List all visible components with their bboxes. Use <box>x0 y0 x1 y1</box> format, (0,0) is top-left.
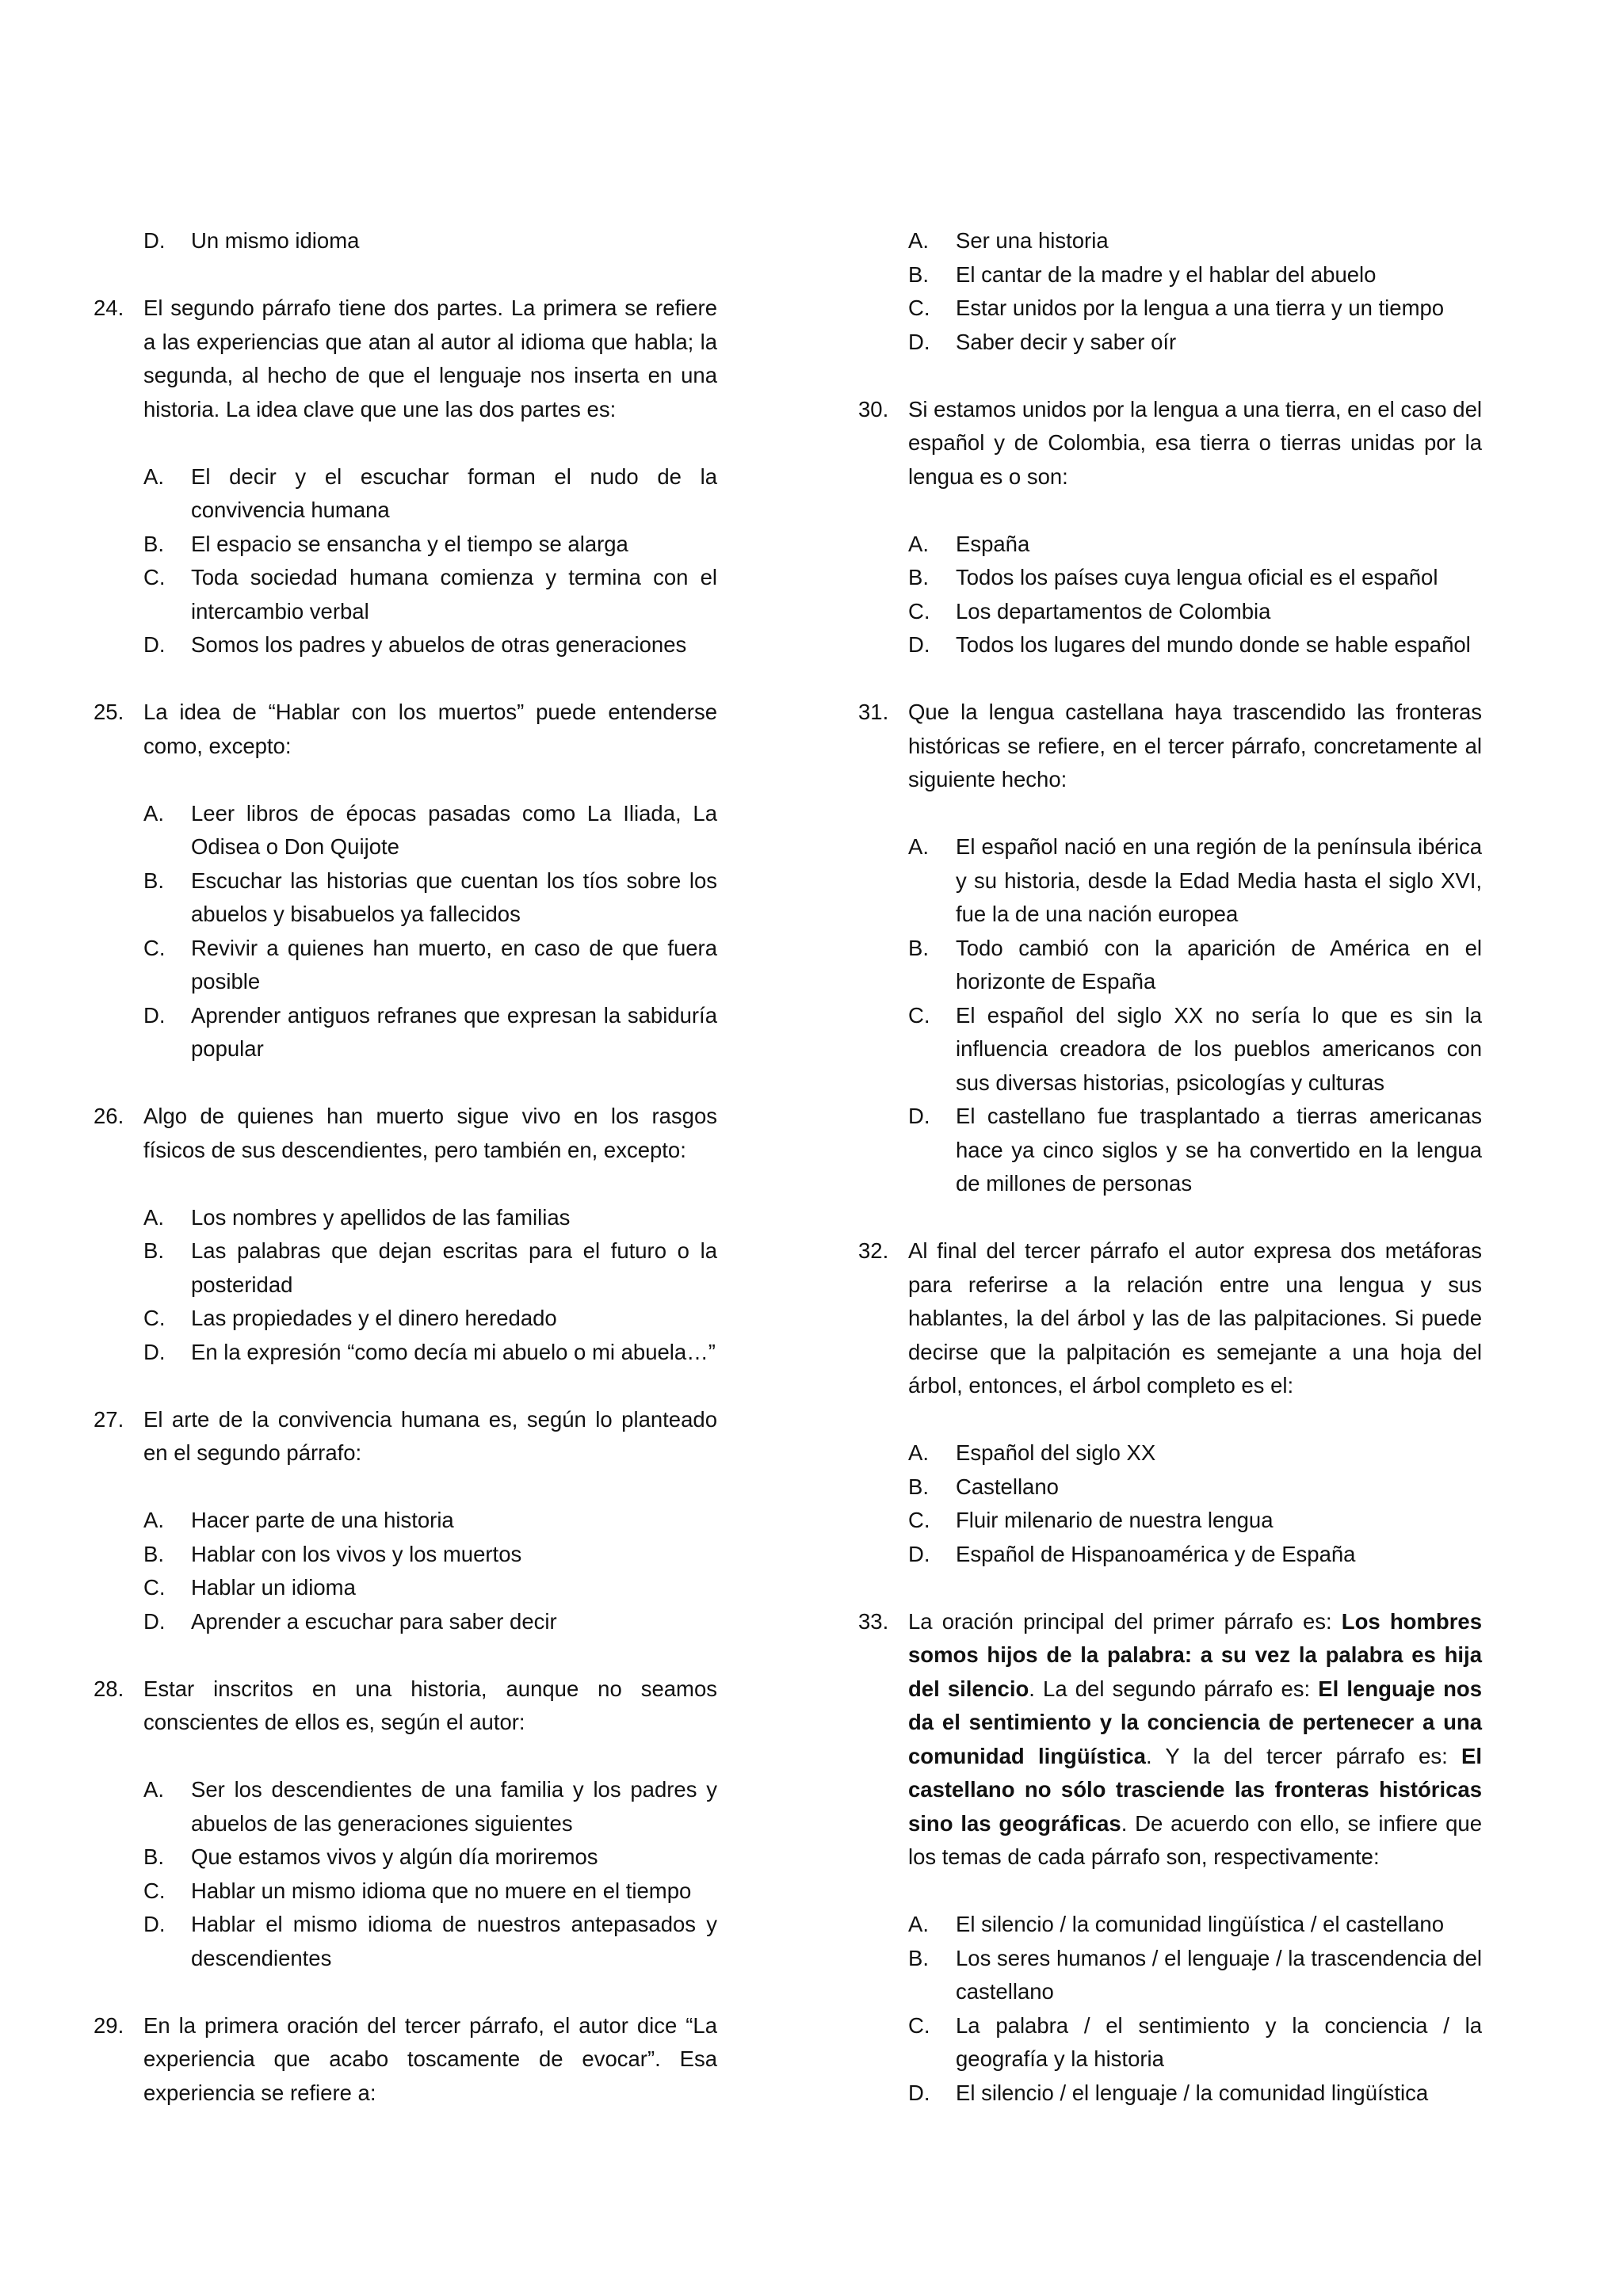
option-letter: D. <box>908 632 930 657</box>
option-text: Saber decir y saber oír <box>956 329 1177 354</box>
option-letter: C. <box>143 1306 166 1330</box>
answer-option <box>94 999 717 1066</box>
left-column <box>94 224 717 2144</box>
question-text: En la primera oración del tercer párrafo, el autor dice “La experiencia que acabo toscamente de evocar”. Esa experiencia se refiere a: <box>143 2012 717 2105</box>
option-text: Hablar con los vivos y los muertos <box>191 1541 522 1566</box>
option-letter: D. <box>908 1104 930 1128</box>
answer-option <box>858 258 1482 292</box>
option-text: Hablar un mismo idioma que no muere en el tiempo <box>191 1878 692 1903</box>
option-letter: C. <box>143 1878 166 1903</box>
answer-option <box>94 1571 717 1605</box>
option-text: El castellano fue trasplantado a tierras americanas hace ya cinco siglos y se ha convertido en la lengua de millones de personas <box>956 1104 1482 1196</box>
question-text: Algo de quienes han muerto sigue vivo en los rasgos físicos de sus descendientes, pero también en, excepto: <box>143 1104 717 1162</box>
option-letter: C. <box>908 2012 930 2038</box>
option-list <box>858 1908 1482 2110</box>
question-number: 25. <box>94 700 124 724</box>
option-list <box>94 460 717 662</box>
option-letter: B. <box>908 565 929 589</box>
answer-option <box>94 1908 717 1975</box>
option-list <box>858 830 1482 1201</box>
option-letter: B. <box>143 1541 164 1566</box>
option-letter: B. <box>908 935 929 960</box>
option-text: El silencio / la comunidad lingüística / el castellano <box>956 1912 1445 1936</box>
question-number: 30. <box>858 396 889 421</box>
question-number: 31. <box>858 700 889 724</box>
question-text: El arte de la convivencia humana es, según lo planteado en el segundo párrafo: <box>143 1406 717 1465</box>
option-letter: B. <box>143 531 164 556</box>
option-text: Hacer parte de una historia <box>191 1508 454 1532</box>
answer-option <box>858 224 1482 258</box>
question-text-part: . La del segundo párrafo es: <box>1029 1676 1319 1701</box>
answer-option <box>858 1470 1482 1505</box>
answer-option <box>858 595 1482 629</box>
option-list <box>858 1436 1482 1571</box>
option-letter: D. <box>143 1912 166 1936</box>
option-text: Estar unidos por la lengua a una tierra y un tiempo <box>956 296 1445 320</box>
question-number: 29. <box>94 2012 124 2038</box>
question-block <box>858 1234 1482 1571</box>
option-text: Las palabras que dejan escritas para el futuro o la posteridad <box>191 1238 717 1297</box>
option-list <box>94 1504 717 1638</box>
option-letter: C. <box>908 1508 930 1532</box>
option-letter: D. <box>143 1339 166 1364</box>
answer-option <box>858 830 1482 932</box>
option-letter: D. <box>908 329 930 354</box>
answer-option <box>94 1302 717 1336</box>
option-letter: D. <box>143 228 166 253</box>
option-list <box>94 1773 717 1975</box>
option-text: Español del siglo XX <box>956 1440 1156 1465</box>
option-text: Español de Hispanoamérica y de España <box>956 1541 1356 1566</box>
option-letter: A. <box>143 800 164 826</box>
question-text: Si estamos unidos por la lengua a una tierra, en el caso del español y de Colombia, esa tierra o tierras unidas por la lengua es o son: <box>908 396 1482 489</box>
option-letter: D. <box>143 1608 166 1634</box>
option-text: El cantar de la madre y el hablar del abuelo <box>956 261 1377 287</box>
answer-option <box>94 224 717 258</box>
question-text: Que la lengua castellana haya trascendido las fronteras históricas se refiere, en el tercer párrafo, concretamente al siguiente hecho: <box>908 700 1482 791</box>
answer-option <box>858 1100 1482 1201</box>
option-letter: A. <box>143 1204 164 1230</box>
question-stem <box>94 1100 717 1167</box>
question-stem <box>94 1403 717 1470</box>
option-text: La palabra / el sentimiento y la conciencia / la geografía y la historia <box>956 2012 1482 2071</box>
answer-option <box>94 1336 717 1370</box>
option-list <box>858 224 1482 359</box>
option-text: Las propiedades y el dinero heredado <box>191 1306 557 1330</box>
answer-option <box>858 999 1482 1100</box>
option-list <box>858 528 1482 662</box>
option-text: Los departamentos de Colombia <box>956 598 1271 624</box>
option-text: Los nombres y apellidos de las familias <box>191 1204 571 1230</box>
option-letter: A. <box>908 834 929 859</box>
option-letter: D. <box>908 2080 930 2105</box>
question-number: 27. <box>94 1406 124 1432</box>
option-text: En la expresión “como decía mi abuelo o mi abuela…” <box>191 1339 716 1364</box>
question-block <box>94 1403 717 1639</box>
answer-option <box>94 797 717 864</box>
option-text: Hablar un idioma <box>191 1575 356 1600</box>
question-text: Estar inscritos en una historia, aunque no seamos conscientes de ellos es, según el autor: <box>143 1676 717 1734</box>
option-letter: D. <box>143 1002 166 1028</box>
answer-option <box>858 292 1482 326</box>
option-list <box>94 797 717 1066</box>
question-block <box>94 292 717 662</box>
option-letter: C. <box>143 1575 166 1600</box>
question-text <box>908 1605 1482 1875</box>
question-number: 24. <box>94 296 124 320</box>
question-stem <box>858 393 1482 494</box>
question-text-part: . Y la del tercer párrafo es: <box>1145 1743 1462 1768</box>
option-text: Que estamos vivos y algún día moriremos <box>191 1844 598 1869</box>
option-text: Fluir milenario de nuestra lengua <box>956 1508 1274 1532</box>
question-stem <box>94 292 717 426</box>
question-block <box>858 1605 1482 2111</box>
option-text: Aprender antiguos refranes que expresan la sabiduría popular <box>191 1002 717 1061</box>
answer-option <box>94 561 717 628</box>
question-number: 26. <box>94 1104 124 1128</box>
question-text-part: La oración principal del primer párrafo es: <box>908 1608 1342 1634</box>
option-text: Ser los descendientes de una familia y los padres y abuelos de las generaciones siguientes <box>191 1777 717 1836</box>
option-text: Leer libros de épocas pasadas como La Iliada, La Odisea o Don Quijote <box>191 800 717 859</box>
option-text: Castellano <box>956 1474 1059 1499</box>
option-letter: A. <box>143 1777 164 1802</box>
question-stem <box>858 696 1482 797</box>
answer-option <box>94 1840 717 1875</box>
option-letter: B. <box>143 868 164 893</box>
continued-options <box>858 224 1482 359</box>
question-text: Al final del tercer párrafo el autor expresa dos metáforas para referirse a la relación entre una lengua y sus hablantes, la del árbol y las de las palpitaciones. Si puede decirse que la palpitación es semejante a una hoja del árbol, entonces, el árbol completo es el: <box>908 1238 1482 1398</box>
answer-option <box>94 628 717 662</box>
option-letter: B. <box>143 1238 164 1263</box>
option-text: Todos los países cuya lengua oficial es el español <box>956 565 1438 589</box>
answer-option <box>858 1908 1482 1942</box>
answer-option <box>94 864 717 932</box>
option-letter: A. <box>908 228 929 253</box>
question-text-part: . De acuerdo con ello, se infiere que los temas de cada párrafo son, respectivamente: <box>908 1810 1482 1869</box>
bold-main-sentence: El lenguaje nos da el sentimiento y la conciencia de pertenecer a una comunidad lingüística <box>908 1676 1482 1768</box>
option-text: El espacio se ensancha y el tiempo se alarga <box>191 531 628 556</box>
option-text: Los seres humanos / el lenguaje / la trascendencia del castellano <box>956 1945 1482 2004</box>
answer-option <box>858 1436 1482 1470</box>
option-letter: C. <box>143 565 166 589</box>
right-column <box>858 224 1482 2144</box>
answer-option <box>858 2077 1482 2111</box>
option-letter: A. <box>908 1912 929 1936</box>
answer-option <box>94 1605 717 1639</box>
option-letter: D. <box>908 1541 930 1566</box>
question-block <box>858 393 1482 662</box>
option-text: El silencio / el lenguaje / la comunidad lingüística <box>956 2080 1429 2105</box>
answer-option <box>858 1538 1482 1572</box>
option-list <box>94 224 717 258</box>
answer-option <box>94 528 717 562</box>
option-letter: A. <box>908 531 929 556</box>
option-text: El español nació en una región de la península ibérica y su historia, desde la Edad Media hasta el siglo XVI, fue la de una nación europea <box>956 834 1482 926</box>
option-text: Revivir a quienes han muerto, en caso de que fuera posible <box>191 935 717 994</box>
answer-option <box>858 1942 1482 2009</box>
answer-option <box>94 1234 717 1302</box>
bold-main-sentence: Los hombres somos hijos de la palabra: a su vez la palabra es hija del silencio <box>908 1608 1482 1701</box>
option-letter: C. <box>908 1002 930 1028</box>
answer-option <box>858 2009 1482 2077</box>
answer-option <box>94 1504 717 1538</box>
question-number: 33. <box>858 1608 889 1634</box>
option-letter: B. <box>143 1844 164 1869</box>
option-letter: D. <box>143 632 166 657</box>
option-list <box>94 1201 717 1370</box>
option-letter: A. <box>143 463 164 489</box>
option-letter: C. <box>143 935 166 960</box>
answer-option <box>858 528 1482 562</box>
answer-option <box>94 460 717 528</box>
option-letter: A. <box>908 1440 929 1465</box>
answer-option <box>94 1538 717 1572</box>
option-text: Aprender a escuchar para saber decir <box>191 1608 557 1634</box>
answer-option <box>858 561 1482 595</box>
question-text: La idea de “Hablar con los muertos” puede entenderse como, excepto: <box>143 700 717 758</box>
question-block <box>94 1672 717 1976</box>
answer-option <box>94 1773 717 1840</box>
option-text: Hablar el mismo idioma de nuestros antepasados y descendientes <box>191 1912 717 1970</box>
question-number: 28. <box>94 1676 124 1701</box>
option-letter: B. <box>908 261 929 287</box>
option-text: Escuchar las historias que cuentan los tíos sobre los abuelos y bisabuelos ya fallecidos <box>191 868 717 926</box>
question-block <box>94 2009 717 2111</box>
answer-option <box>94 932 717 999</box>
option-text: España <box>956 531 1030 556</box>
option-text: Un mismo idioma <box>191 228 360 253</box>
continued-options <box>94 224 717 258</box>
question-block <box>94 1100 717 1369</box>
question-number: 32. <box>858 1238 889 1263</box>
answer-option <box>858 932 1482 999</box>
answer-option <box>94 1875 717 1909</box>
option-text: El decir y el escuchar forman el nudo de la convivencia humana <box>191 463 717 522</box>
option-letter: B. <box>908 1945 929 1970</box>
option-letter: C. <box>908 296 930 320</box>
question-stem <box>94 696 717 763</box>
question-text: El segundo párrafo tiene dos partes. La primera se refiere a las experiencias que atan al autor al idioma que habla; la segunda, al hecho de que el lenguaje nos inserta en una historia. La idea clave que une las dos partes es: <box>143 296 717 421</box>
answer-option <box>858 628 1482 662</box>
question-stem <box>858 1605 1482 1875</box>
option-text: Todo cambió con la aparición de América en el horizonte de España <box>956 935 1482 994</box>
question-stem <box>858 1234 1482 1403</box>
option-text: Toda sociedad humana comienza y termina con el intercambio verbal <box>191 565 717 624</box>
answer-option <box>94 1201 717 1235</box>
option-text: Todos los lugares del mundo donde se hable español <box>956 632 1471 657</box>
option-text: El español del siglo XX no sería lo que es sin la influencia creadora de los pueblos americanos con sus diversas historias, psicologías y culturas <box>956 1002 1482 1095</box>
question-stem <box>94 1672 717 1740</box>
option-text: Somos los padres y abuelos de otras generaciones <box>191 632 687 657</box>
option-text: Ser una historia <box>956 228 1109 253</box>
option-letter: B. <box>908 1474 929 1499</box>
question-block <box>858 696 1482 1201</box>
question-block <box>94 696 717 1066</box>
question-stem <box>94 2009 717 2111</box>
answer-option <box>858 1504 1482 1538</box>
option-letter: A. <box>143 1508 164 1532</box>
option-letter: C. <box>908 598 930 624</box>
answer-option <box>858 326 1482 360</box>
bold-main-sentence: El castellano no sólo trasciende las fronteras históricas sino las geográficas <box>908 1743 1482 1836</box>
